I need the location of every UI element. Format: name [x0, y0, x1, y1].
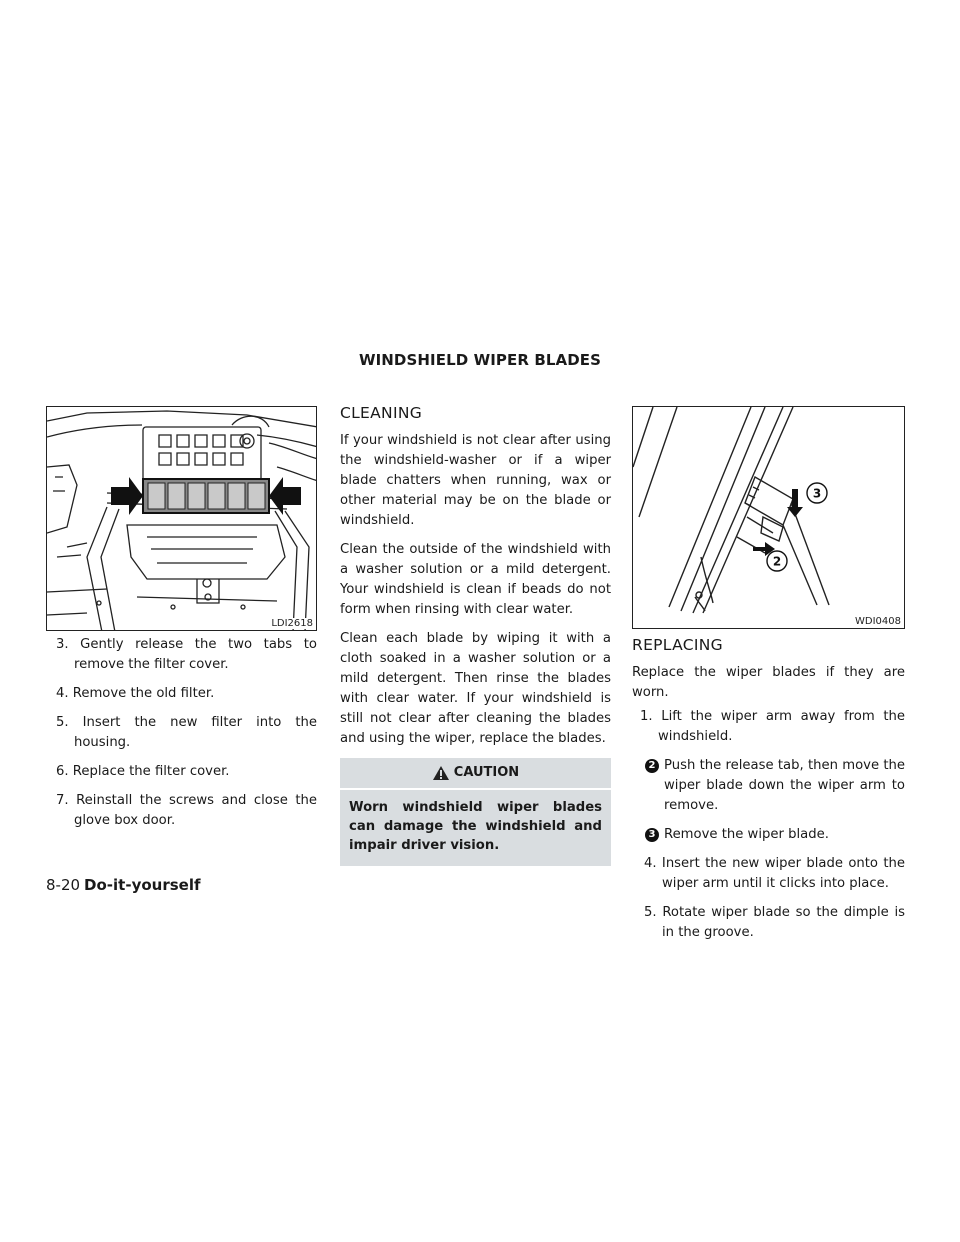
replacing-column	[632, 635, 905, 952]
figure-code: WDI0408	[855, 616, 901, 627]
section-title: WINDSHIELD WIPER BLADES	[358, 351, 602, 369]
chapter-title: Do-it-yourself	[84, 876, 201, 894]
replacing-heading: REPLACING	[632, 636, 723, 654]
cleaning-paragraph: Clean the outside of the windshield with a washer solution or a mild detergent. Your windshield is clean if beads do not form when rinsing with clear water.	[340, 542, 611, 617]
step-number-badge: 2	[645, 759, 659, 773]
step-number-badge: 3	[645, 828, 659, 842]
page-number: 8-20	[46, 876, 81, 894]
replace-step-2-text: Push the release tab, then move the wiper blade down the wiper arm to remove.	[664, 758, 905, 813]
warning-icon	[432, 765, 450, 781]
replace-step-2	[632, 756, 905, 816]
replace-step-5: 5. Rotate wiper blade so the dimple is in the groove.	[644, 905, 905, 940]
figure-code: LDI2618	[271, 618, 313, 629]
page-footer	[46, 876, 201, 894]
cabin-filter-figure	[46, 406, 317, 631]
replace-step-3	[632, 825, 905, 845]
filter-step-7: 7. Reinstall the screws and close the glove box door.	[56, 793, 317, 828]
callout-3: 3	[812, 486, 822, 501]
replace-step-3-text: Remove the wiper blade.	[664, 827, 829, 842]
replace-step-4: 4. Insert the new wiper blade onto the wiper arm until it clicks into place.	[644, 856, 905, 891]
filter-step-5: 5. Insert the new filter into the housing.	[56, 715, 317, 750]
callout-2: 2	[772, 554, 782, 569]
cleaning-paragraph: If your windshield is not clear after using the windshield-washer or if a wiper blade chatters when running, wax or other material may be on the blade or windshield.	[340, 433, 611, 528]
filter-steps-column	[46, 635, 317, 840]
cabin-filter-illustration	[47, 407, 317, 631]
caution-header	[340, 758, 611, 790]
cleaning-paragraph: Clean each blade by wiping it with a cloth soaked in a washer solution or a mild detergent. Then rinse the blades with clear water. If your windshield is still not clear after cleaning the blades and using the wiper, replace the blades.	[340, 631, 611, 746]
caution-text: Worn windshield wiper blades can damage the windshield and impair driver vision.	[349, 800, 602, 853]
filter-step-3: 3. Gently release the two tabs to remove the filter cover.	[56, 637, 317, 672]
filter-step-4: 4. Remove the old filter.	[56, 686, 215, 701]
replacing-intro: Replace the wiper blades if they are worn.	[632, 665, 905, 700]
caution-label: CAUTION	[453, 765, 520, 780]
caution-box	[340, 758, 611, 866]
cleaning-heading: CLEANING	[340, 404, 423, 422]
replace-step-1: 1. Lift the wiper arm away from the windshield.	[640, 709, 905, 744]
cleaning-column	[340, 403, 611, 866]
wiper-blade-illustration	[633, 407, 905, 629]
filter-step-6: 6. Replace the filter cover.	[56, 764, 230, 779]
wiper-blade-figure	[632, 406, 905, 629]
